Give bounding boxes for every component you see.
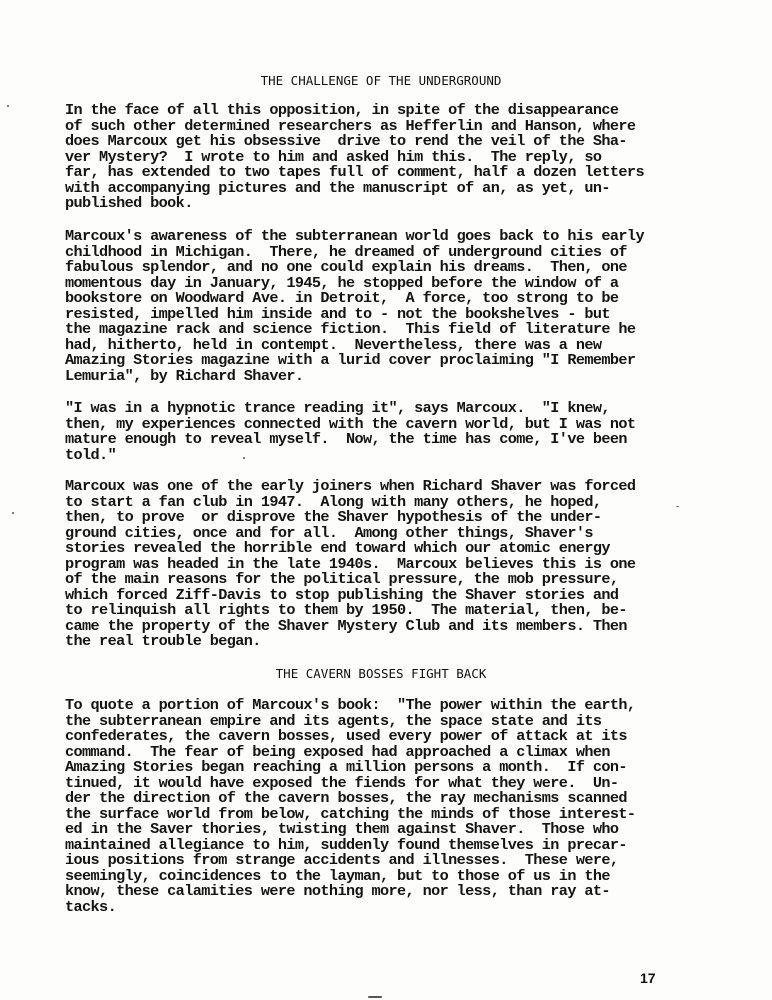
paragraph-opposition: In the face of all this opposition, in spite of the disappearance of such other determined researchers as Hefferlin and Hanson, where does Marcoux get his obsessive drive to rend the veil of the Sha- ver Mystery? I wrote to him and asked him this. The reply, so far, has extended to two tapes full of comment, half a dozen letters with accompanying pictures and the manuscript of an, as yet, un- published book. [65, 101, 644, 212]
paragraph-book-quote: To quote a portion of Marcoux's book: "The power within the earth, the subterranean empire and its agents, the space state and its confederates, the cavern bosses, used every power of attack at its command. The fear of being exposed had approached a climax when Amazing Stories began reaching a million persons a month. If con- tinued, it would have exposed the fiends for what they were. Un- der the direction of the cavern bosses, the ray mechanisms scanned the surface world from below, catching the minds of those interest- ed in the Saver thories, twisting them against Shaver. Those who maintained allegiance to him, suddenly found themselves in precar- ious positions from strange accidents and illnesses. These were, seemingly, coincidences to the layman, but to those of us in the know, these calamities were nothing more, nor less, than ray at- tacks. [65, 696, 636, 916]
scan-speck [243, 457, 245, 459]
paragraph-awareness: Marcoux's awareness of the subterranean world goes back to his early childhood in Michigan. There, he dreamed of underground cities of fabulous splendor, and no one could explain his dreams. Then, one momentous day in January, 1945, he stopped before the window of a bookstore on Woodward Ave. in Detroit, A force, too strong to be resisted, impelled him inside and to - not the bookshelves - but the magazine rack and science fiction. This field of literature he had, hitherto, held in contempt. Nevertheless, there was a new Amazing Stories magazine with a lurid cover proclaiming "I Remember Lemuria", by Richard Shaver. [65, 227, 644, 385]
scan-speck [7, 105, 9, 107]
scan-speck [676, 506, 679, 507]
scan-speck [368, 996, 382, 998]
section-heading-challenge: THE CHALLENGE OF THE UNDERGROUND [260, 73, 502, 88]
section-heading-cavern-bosses: THE CAVERN BOSSES FIGHT BACK [275, 666, 487, 681]
page-number: 17 [640, 970, 656, 986]
paragraph-hypnotic-trance: "I was in a hypnotic trance reading it", says Marcoux. "I knew, then, my experiences connected with the cavern world, but I was not mature enough to reveal myself. Now, the time has come, I've been told." [65, 399, 636, 464]
paragraph-fan-club: Marcoux was one of the early joiners when Richard Shaver was forced to start a fan club in 1947. Along with many others, he hoped, then, to prove or disprove the Shaver hypothesis of the under- ground cities, once and for all. Among other things, Shaver's stories revealed the horrible end toward which our atomic energy program was headed in the late 1940s. Marcoux believes this is one of the main reasons for the political pressure, the mob pressure, which forced Ziff-Davis to stop publishing the Shaver stories and to relinquish all rights to them by 1950. The material, then, be- came the property of the Shaver Mystery Club and its members. Then the real trouble began. [65, 477, 636, 650]
scan-speck [12, 512, 14, 514]
